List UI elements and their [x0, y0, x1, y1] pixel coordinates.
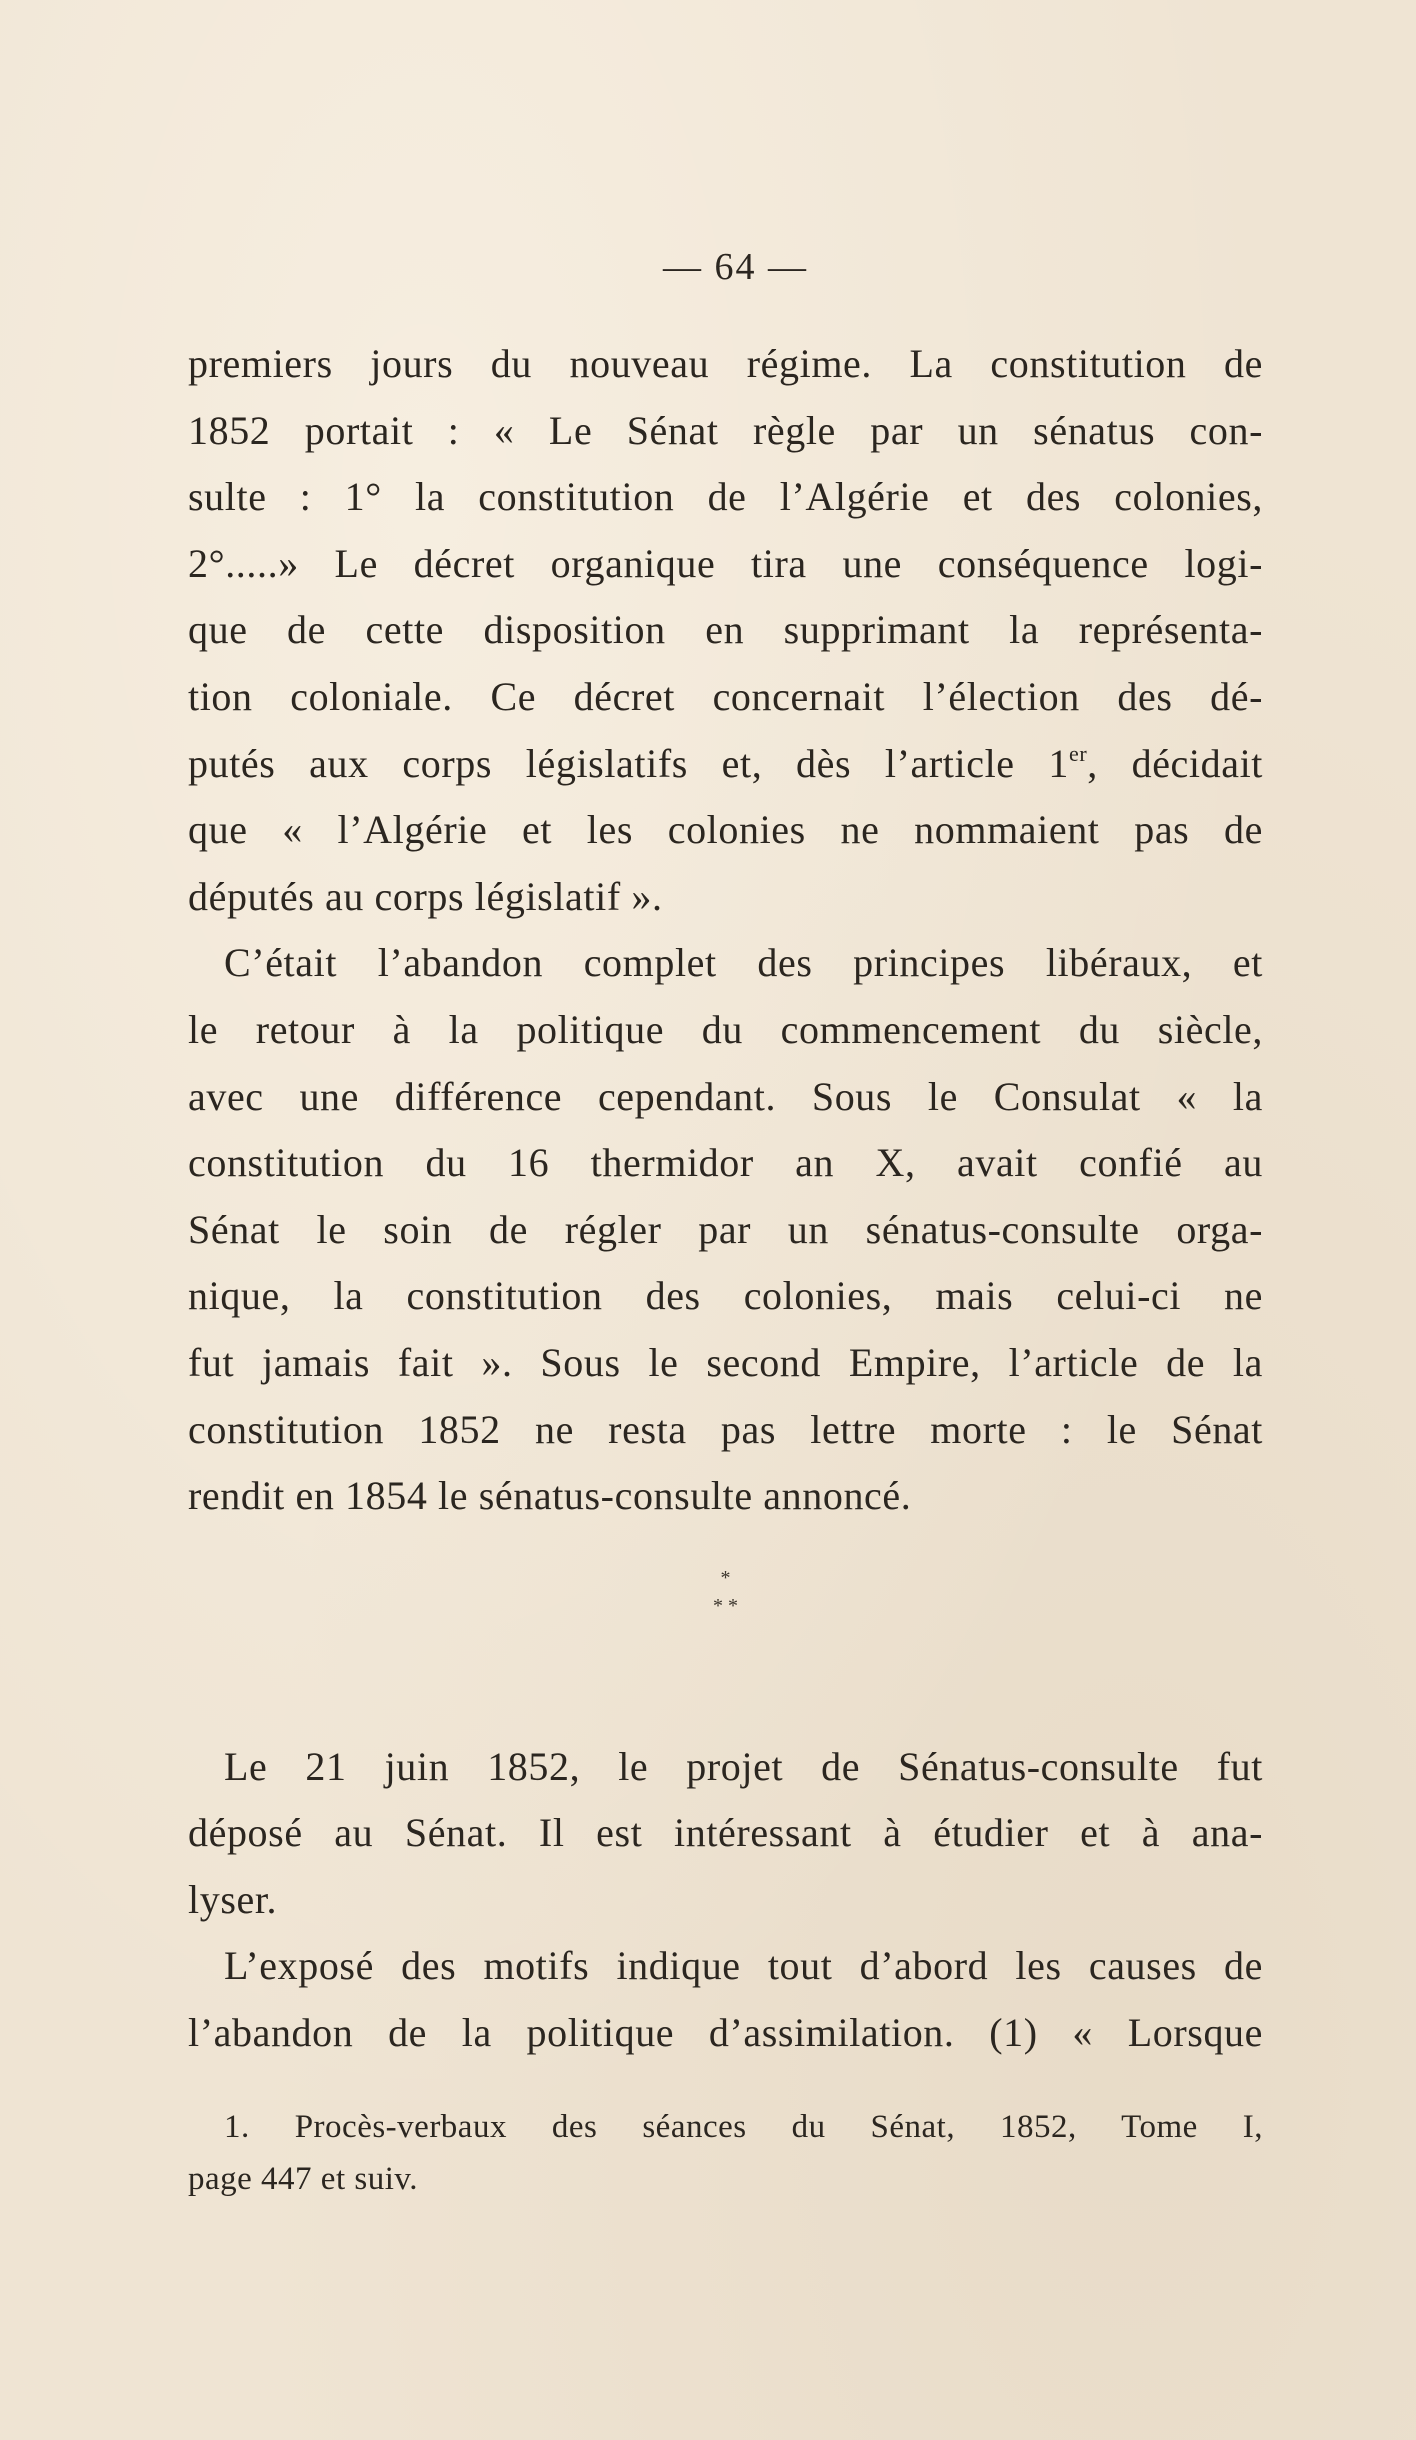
- text-line: premiers jours du nouveau régime. La constitution de: [188, 341, 1263, 386]
- text-line: députés au corps législatif ».: [188, 873, 663, 919]
- text-line: rendit en 1854 le sénatus-consulte annoncé.: [188, 1473, 912, 1519]
- text-line: déposé au Sénat. Il est intéressant à étudier et à ana-: [188, 1810, 1263, 1856]
- text-line: l’abandon de la politique d’assimilation. (1) « Lorsque: [188, 2010, 1263, 2056]
- book-page: [188, 245, 1263, 2205]
- text-line: fut jamais fait ». Sous le second Empire, l’article de la: [188, 1339, 1263, 1385]
- footnote: [188, 2101, 1263, 2205]
- section-separator: [188, 1564, 1263, 1674]
- text-line: le retour à la politique du commencement du siècle,: [188, 1006, 1263, 1052]
- asterism-bottom: * *: [713, 1594, 738, 1617]
- text-line: constitution du 16 thermidor an X, avait confié au: [188, 1140, 1263, 1186]
- ordinal-superscript: er: [1068, 740, 1088, 766]
- text-line: nique, la constitution des colonies, mais celui-ci ne: [188, 1273, 1263, 1319]
- paragraph-3: [188, 1734, 1263, 1934]
- text-line: sulte : 1° la constitution de l’Algérie et des colonies,: [188, 474, 1263, 520]
- asterism-top: *: [720, 1566, 731, 1589]
- text-line: 1852 portait : « Le Sénat règle par un sénatus con-: [188, 407, 1263, 453]
- page-number: — 64 —: [663, 246, 808, 288]
- paragraph-2: [188, 930, 1263, 1529]
- text-line: que « l’Algérie et les colonies ne nommaient pas de: [188, 807, 1263, 853]
- text-line: avec une différence cependant. Sous le Consulat « la: [188, 1073, 1263, 1119]
- paragraph-4: [188, 1933, 1263, 2066]
- text-line: C’était l’abandon complet des principes libéraux, et: [224, 940, 1263, 986]
- text-line: tion coloniale. Ce décret concernait l’élection des dé-: [188, 673, 1263, 719]
- text-line: constitution 1852 ne resta pas lettre morte : le Sénat: [188, 1406, 1263, 1452]
- text-line: que de cette disposition en supprimant la représenta-: [188, 607, 1263, 653]
- footnote-line: 1. Procès-verbaux des séances du Sénat, 1852, Tome I,: [224, 2108, 1263, 2145]
- text-line: putés aux corps législatifs et, dès l’article 1er, décidait: [188, 740, 1263, 786]
- text-line: 2°.....» Le décret organique tira une conséquence logi-: [188, 540, 1263, 586]
- text-line: Le 21 juin 1852, le projet de Sénatus-consulte fut: [224, 1743, 1263, 1789]
- text-line: lyser.: [188, 1876, 278, 1922]
- footnote-line: page 447 et suiv.: [188, 2160, 418, 2197]
- text-line: L’exposé des motifs indique tout d’abord les causes de: [224, 1943, 1263, 1989]
- paragraph-1: [188, 331, 1263, 930]
- text-line: Sénat le soin de régler par un sénatus-consulte orga-: [188, 1206, 1263, 1252]
